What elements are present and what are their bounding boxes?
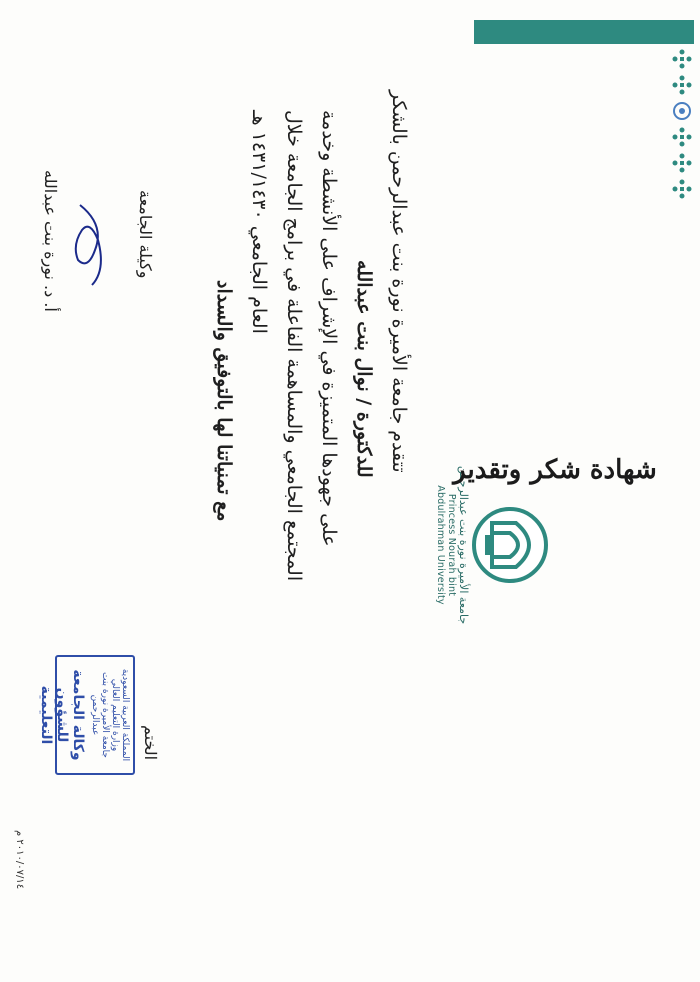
ornament-icon (671, 178, 693, 200)
stamp-main-text: وكالة الجامعة للشؤون التعليمية (38, 669, 86, 761)
ornament-icon (671, 74, 693, 96)
university-name-ar: جامعة الأميرة نورة بنت عبدالرحمن (457, 465, 470, 625)
body-line-6: مع تمنياتنا لها بالتوفيق والسداد (213, 280, 235, 522)
body-line-3: على جهودها المتميزة في الإشراف على الأنشطة وخدمة (318, 110, 340, 547)
ornament-icon (671, 100, 693, 122)
teal-accent-bar (474, 20, 694, 44)
certificate-title: شهادة شكر وتقدير (453, 455, 657, 485)
signatory-name: أ. د. نورة بنت عبدالله (41, 170, 60, 312)
issue-date: ٢٠١٠/٠٧/١٤ م (14, 830, 25, 890)
handwritten-signature-icon (70, 200, 110, 290)
signatory-title: وكيلة الجامعة (136, 190, 155, 279)
official-stamp (38, 655, 135, 775)
body-line-2: للدكتورة / نوال بنت عبدالله (353, 260, 375, 478)
body-line-4: المجتمع الجامعي والمساهمة الفاعلة في برامج الجامعة خلال (283, 110, 305, 582)
university-name-en: Princess Nourah bint Abdulrahman University (435, 485, 457, 605)
body-line-5: العام الجامعي ١٤٣١/١٤٣٠ هـ (248, 110, 270, 334)
stamp-line-2: وزارة التعليم العالي (110, 678, 120, 752)
ornament-strip-top (666, 48, 698, 200)
signature (66, 200, 110, 290)
stamp-label: الختم (141, 725, 160, 761)
university-logo (410, 460, 550, 630)
stamp-line-3: جامعة الأميرة نورة بنت عبدالرحمن (90, 671, 110, 758)
body-line-1: تتقدم جامعة الأميرة نورة بنت عبدالرحمن بالشكر (388, 90, 410, 473)
stamp-line-1: المملكة العربية السعودية (120, 668, 130, 762)
ornament-icon (671, 126, 693, 148)
university-emblem-icon (470, 505, 550, 585)
ornament-icon (671, 152, 693, 174)
ornament-icon (671, 48, 693, 70)
